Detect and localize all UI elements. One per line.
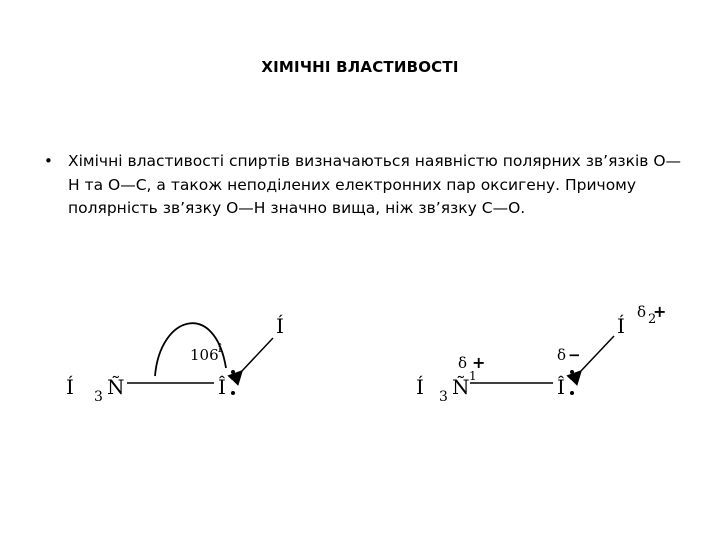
- delta2-subscript: 2: [648, 312, 657, 327]
- right-carbon-symbol: Ñ: [452, 375, 470, 399]
- right-o-h-bond: [580, 336, 614, 372]
- left-carbon-group: Í: [66, 375, 74, 399]
- bullet-marker: •: [44, 152, 53, 170]
- page-title: ХІМІЧНІ ВЛАСТИВОСТІ: [261, 58, 459, 76]
- right-oxygen-symbol: Î: [557, 375, 565, 399]
- left-lone-pair-dot: [231, 391, 235, 395]
- delta1-sign: +: [472, 353, 486, 372]
- bullet-text: Хімічні властивості спиртів визначаються наявністю полярних зв’язків О—Н та О—С, а також неподілених електронних пар оксигену. Причому полярність зв’язку О—Н значно вища, ніж зв’язку С—О.: [68, 152, 682, 217]
- angle-value: 106: [190, 346, 219, 364]
- right-hydrogen-symbol: Í: [617, 314, 625, 338]
- right-subscript: 3: [439, 389, 448, 405]
- delta2-sign: +: [653, 302, 667, 321]
- left-hydrogen-symbol: Í: [276, 314, 284, 338]
- left-oxygen-symbol: Î: [218, 375, 226, 399]
- left-lone-pair-dot: [231, 370, 235, 374]
- angle-degree: î: [218, 342, 222, 355]
- right-lone-pair-dot: [570, 391, 574, 395]
- delta2-symbol: δ: [637, 303, 647, 321]
- right-lone-pair-dot: [570, 370, 574, 374]
- left-carbon-symbol: Ñ: [107, 375, 125, 399]
- delta1-symbol: δ: [458, 354, 468, 372]
- left-o-h-bond: [241, 338, 273, 372]
- delta1-subscript: 1: [469, 369, 477, 383]
- left-subscript: 3: [94, 389, 103, 405]
- delta-minus-symbol: δ: [557, 346, 567, 364]
- right-carbon-group: Í: [416, 375, 424, 399]
- left-molecule: [66, 314, 284, 405]
- delta-minus-sign: −: [568, 346, 581, 364]
- right-molecule: [416, 302, 666, 405]
